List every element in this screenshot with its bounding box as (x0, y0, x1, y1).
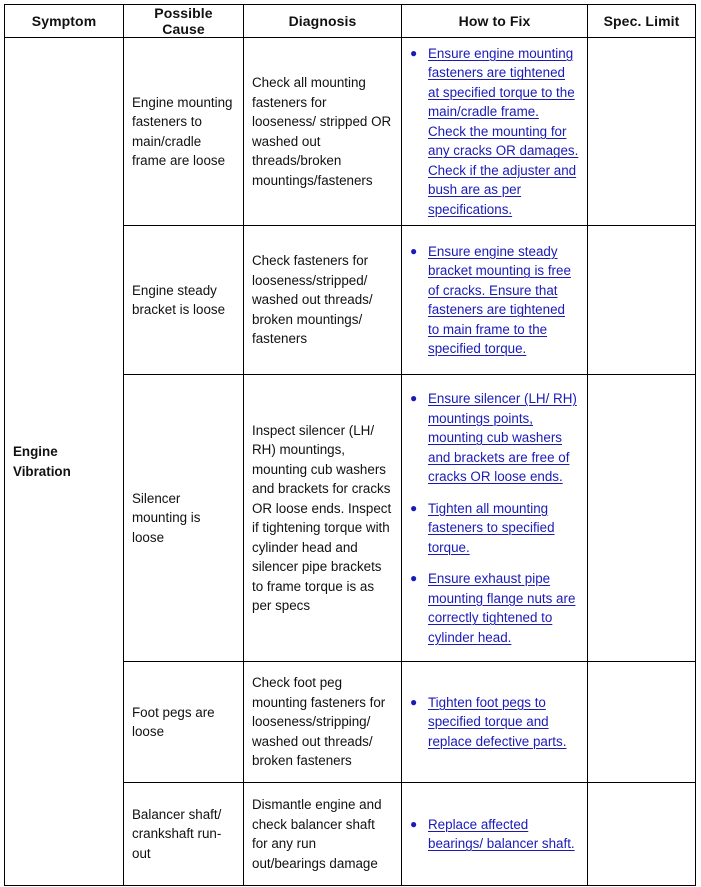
spec-limit-cell (588, 226, 696, 375)
fix-item (410, 499, 579, 558)
header-how-to-fix: How to Fix (402, 5, 588, 38)
bullet-icon: ● (410, 500, 418, 515)
cause-cell: Balancer shaft/ crankshaft run-out (124, 783, 244, 886)
diagnosis-cell: Inspect silencer (LH/ RH) mountings, mounting cub washers and brackets for cracks OR loose ends. Inspect if tightening torque with cylinder head and silencer pipe brackets to frame torque is as per specs (244, 375, 402, 662)
cause-cell: Silencer mounting is loose (124, 375, 244, 662)
fix-cell (402, 662, 588, 783)
bullet-icon: ● (410, 391, 418, 405)
fix-link[interactable]: Ensure engine mounting fasteners are tightened at specified torque to the main/cradle frame. Check the mounting for any cracks OR damages. Check if the adjuster and bush are as per specifications. (428, 45, 579, 217)
header-diagnosis: Diagnosis (244, 5, 402, 38)
header-spec-limit: Spec. Limit (588, 5, 696, 38)
cause-cell: Foot pegs are loose (124, 662, 244, 783)
bullet-icon: ● (410, 45, 418, 60)
fix-list (410, 242, 579, 359)
bullet-icon: ● (410, 816, 418, 831)
bullet-icon: ● (410, 243, 418, 258)
fix-item (410, 44, 579, 220)
fix-link[interactable]: Ensure silencer (LH/ RH) mountings points, mounting cub washers and brackets are free of cracks OR loose ends. (428, 391, 577, 484)
spec-limit-cell (588, 38, 696, 226)
fix-cell (402, 38, 588, 226)
fix-list (410, 815, 579, 854)
diagnosis-cell: Check all mounting fasteners for looseness/ stripped OR washed out threads/broken mountings/fasteners (244, 38, 402, 226)
fix-cell (402, 375, 588, 662)
fix-link[interactable]: Tighten all mounting fasteners to specified torque. (428, 500, 555, 555)
fix-cell (402, 783, 588, 886)
diagnosis-cell: Dismantle engine and check balancer shaft for any run out/bearings damage (244, 783, 402, 886)
fix-list (410, 389, 579, 647)
diagnosis-cell: Check fasteners for looseness/stripped/ washed out threads/ broken mountings/ fasteners (244, 226, 402, 375)
diagnosis-cell: Check foot peg mounting fasteners for looseness/stripping/ washed out threads/ broken fasteners (244, 662, 402, 783)
fix-list (410, 44, 579, 220)
spec-limit-cell (588, 375, 696, 662)
fix-link[interactable]: Ensure engine steady bracket mounting is free of cracks. Ensure that fasteners are tightened to main frame to the specified torque. (428, 243, 571, 356)
fix-item (410, 242, 579, 359)
symptom-text: Engine Vibration (13, 444, 71, 479)
spec-limit-cell (588, 662, 696, 783)
fix-item (410, 693, 579, 752)
table-row (5, 38, 696, 226)
bullet-icon: ● (410, 694, 418, 709)
fix-cell (402, 226, 588, 375)
fix-item (410, 569, 579, 647)
cause-cell: Engine mounting fasteners to main/cradle frame are loose (124, 38, 244, 226)
bullet-icon: ● (410, 571, 418, 585)
fix-list (410, 693, 579, 752)
header-symptom: Symptom (5, 5, 124, 38)
fix-item (410, 815, 579, 854)
troubleshooting-table (4, 4, 696, 886)
cause-cell: Engine steady bracket is loose (124, 226, 244, 375)
header-possible-cause: Possible Cause (124, 5, 244, 38)
header-row (5, 5, 696, 38)
fix-item (410, 389, 579, 487)
symptom-cell (5, 38, 124, 886)
spec-limit-cell (588, 783, 696, 886)
fix-link[interactable]: Replace affected bearings/ balancer shaft. (428, 816, 575, 851)
fix-link[interactable]: Tighten foot pegs to specified torque and replace defective parts. (428, 694, 567, 749)
fix-link[interactable]: Ensure exhaust pipe mounting flange nuts are correctly tightened to cylinder head. (428, 571, 576, 645)
